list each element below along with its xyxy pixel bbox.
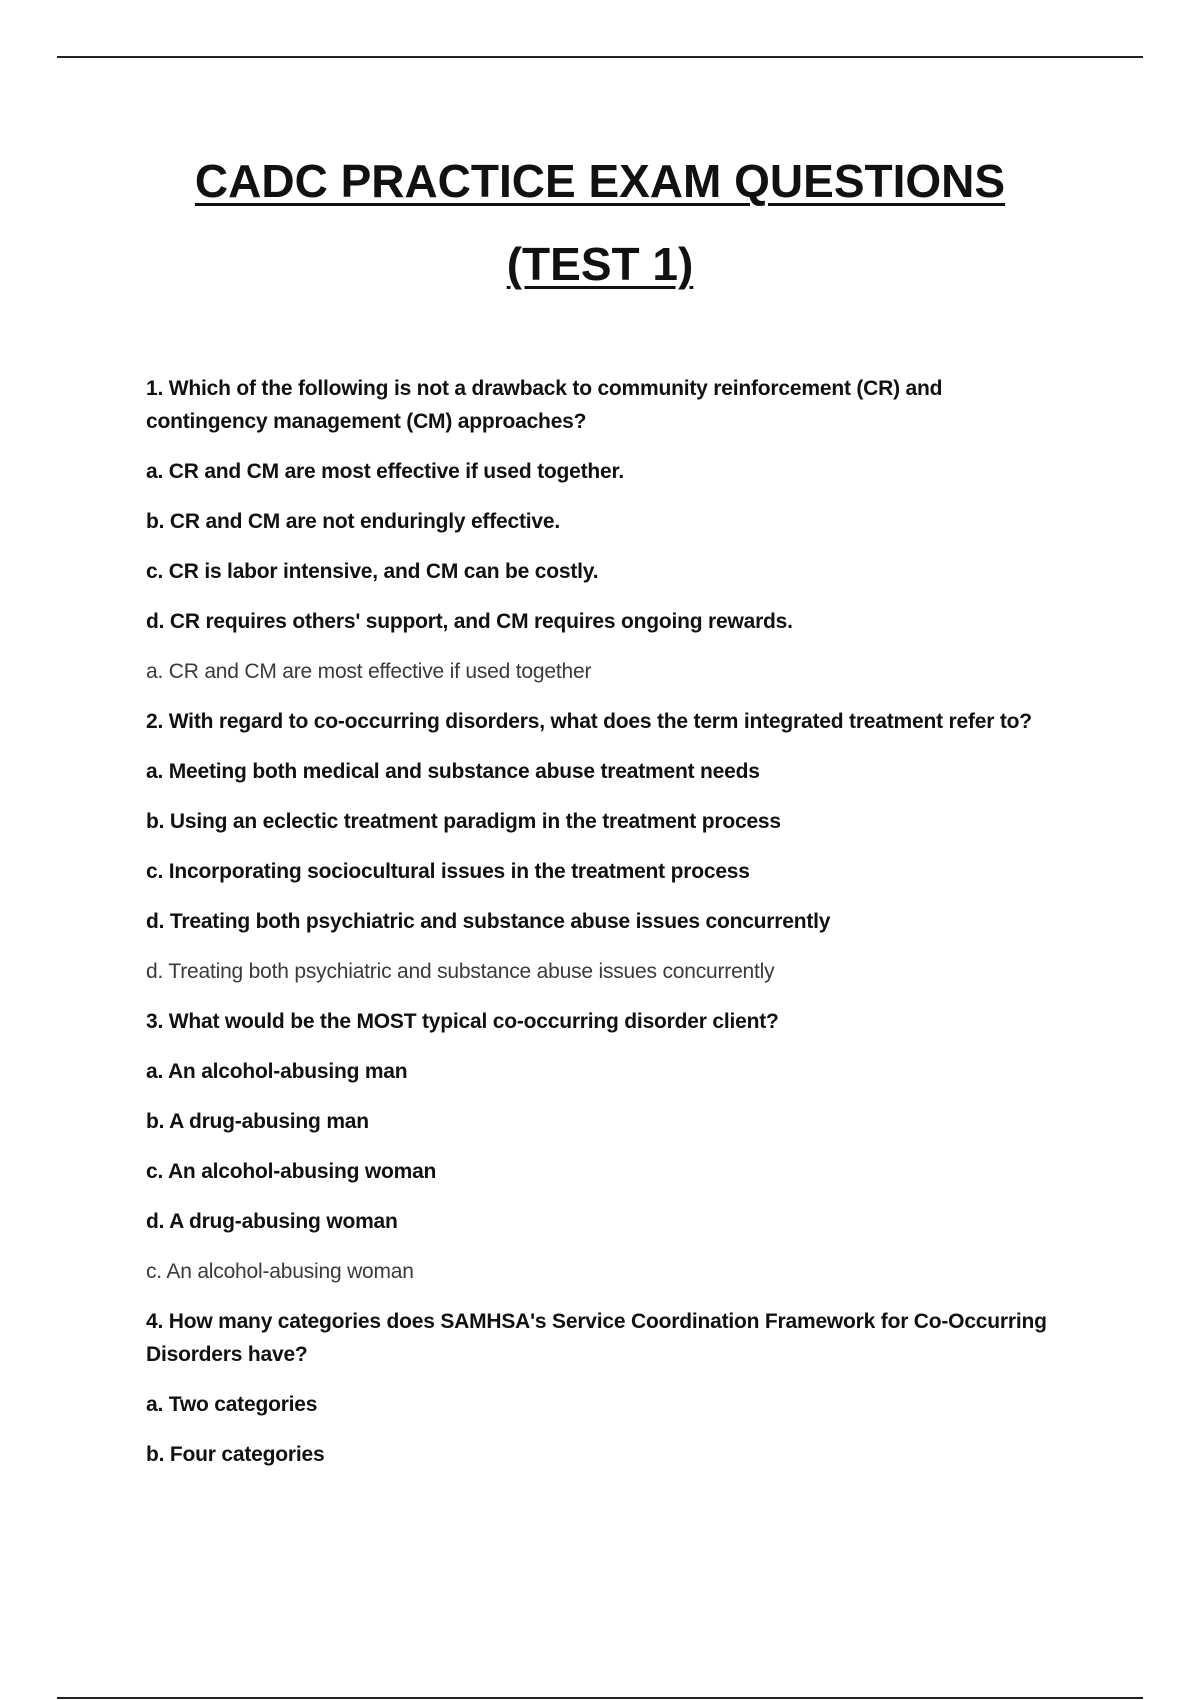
option-d: d. A drug-abusing woman [146, 1210, 398, 1233]
option-b: b. CR and CM are not enduringly effective. [146, 510, 560, 533]
question-2 [146, 705, 1066, 988]
answer: d. Treating both psychiatric and substance abuse issues concurrently [146, 960, 775, 983]
option-a: a. Meeting both medical and substance abuse treatment needs [146, 760, 760, 783]
question-text: 1. Which of the following is not a drawback to community reinforcement (CR) and contingency management (CM) approaches? [146, 377, 943, 433]
option-a: a. Two categories [146, 1393, 318, 1416]
bottom-divider [57, 1697, 1143, 1699]
option-b: b. Four categories [146, 1443, 325, 1466]
question-1 [146, 372, 1066, 688]
option-d: d. CR requires others' support, and CM requires ongoing rewards. [146, 610, 793, 633]
top-divider [57, 56, 1143, 58]
question-text: 2. With regard to co-occurring disorders, what does the term integrated treatment refer to? [146, 710, 1032, 733]
option-c: c. CR is labor intensive, and CM can be costly. [146, 560, 599, 583]
answer: c. An alcohol-abusing woman [146, 1260, 414, 1283]
option-c: c. An alcohol-abusing woman [146, 1160, 437, 1183]
option-a: a. CR and CM are most effective if used together. [146, 460, 624, 483]
question-text: 3. What would be the MOST typical co-occurring disorder client? [146, 1010, 779, 1033]
option-c: c. Incorporating sociocultural issues in the treatment process [146, 860, 750, 883]
questions-list [146, 372, 1066, 1488]
question-4 [146, 1305, 1066, 1471]
question-3 [146, 1005, 1066, 1288]
page-title-line-1: CADC PRACTICE EXAM QUESTIONS [194, 155, 1006, 207]
option-d: d. Treating both psychiatric and substance abuse issues concurrently [146, 910, 831, 933]
answer: a. CR and CM are most effective if used together [146, 660, 592, 683]
option-b: b. Using an eclectic treatment paradigm in the treatment process [146, 810, 781, 833]
question-text: 4. How many categories does SAMHSA's Service Coordination Framework for Co-Occurring Disorders have? [146, 1310, 1047, 1366]
option-b: b. A drug-abusing man [146, 1110, 369, 1133]
option-a: a. An alcohol-abusing man [146, 1060, 408, 1083]
page-title-line-2: (TEST 1) [506, 238, 694, 290]
